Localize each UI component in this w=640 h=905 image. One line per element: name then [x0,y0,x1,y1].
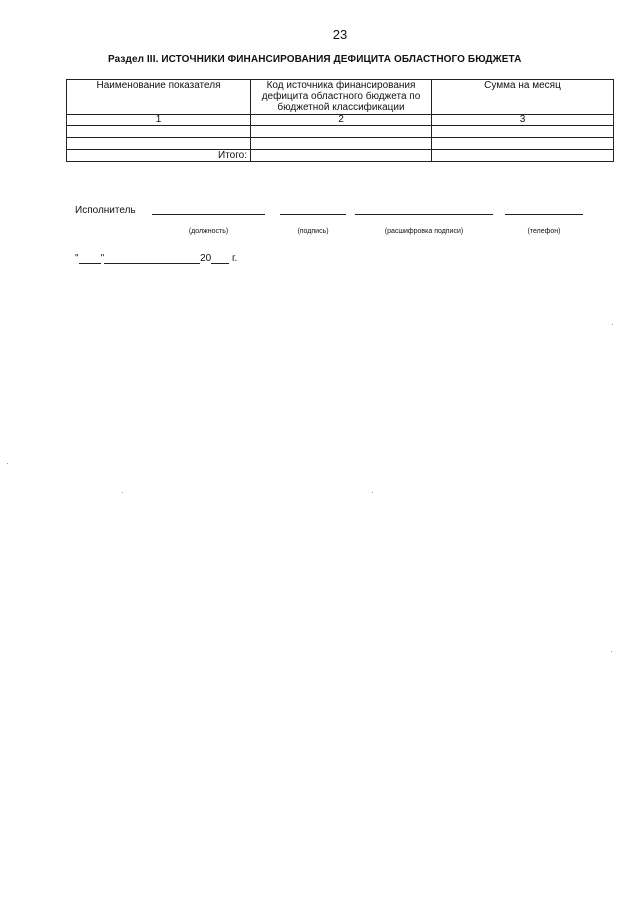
table-row [67,126,614,138]
scan-speck [612,324,613,325]
header-indicator-name: Наименование показателя [67,80,251,115]
year-prefix: 20 [200,253,212,264]
header-source-code: Код источника финансирования дефицита областного бюджета по бюджетной классификации [251,80,432,115]
column-number-row [67,115,614,126]
signature-field [280,214,346,235]
scan-speck [7,463,8,464]
month-blank [104,254,200,264]
table-row [67,138,614,150]
phone-caption: (телефон) [527,228,561,235]
scan-speck [372,492,373,493]
phone-field [505,214,583,235]
date-line [75,253,237,264]
date-close-quote: " [100,253,105,264]
table-cell [67,138,251,150]
table-cell [251,150,432,162]
signature-decoding-field [355,214,493,235]
financing-sources-table [66,79,614,162]
day-blank [79,254,101,264]
signature-decoding-caption: (расшифровка подписи) [384,228,464,235]
column-number: 1 [67,115,251,126]
table-cell [251,126,432,138]
page-number: 23 [332,27,348,42]
table-cell [432,150,614,162]
column-number: 2 [251,115,432,126]
scan-speck [611,651,612,652]
total-label: Итого: [67,150,251,162]
date-open-quote: " [75,253,79,264]
section-title: Раздел III. ИСТОЧНИКИ ФИНАНСИРОВАНИЯ ДЕФИЦИТА ОБЛАСТНОГО БЮДЖЕТА [108,54,522,65]
position-caption: (должность) [188,228,229,235]
executor-label: Исполнитель [75,205,136,216]
header-monthly-amount: Сумма на месяц [432,80,614,115]
table-cell [432,138,614,150]
year-blank [211,254,229,264]
table-cell [251,138,432,150]
table-cell [432,126,614,138]
signature-caption: (подпись) [297,228,329,235]
scan-speck [122,492,123,493]
year-suffix: г. [232,253,238,264]
column-number: 3 [432,115,614,126]
table-cell [67,126,251,138]
signature-block [75,205,595,235]
total-row [67,150,614,162]
position-field [152,214,265,235]
table-header-row [67,80,614,115]
